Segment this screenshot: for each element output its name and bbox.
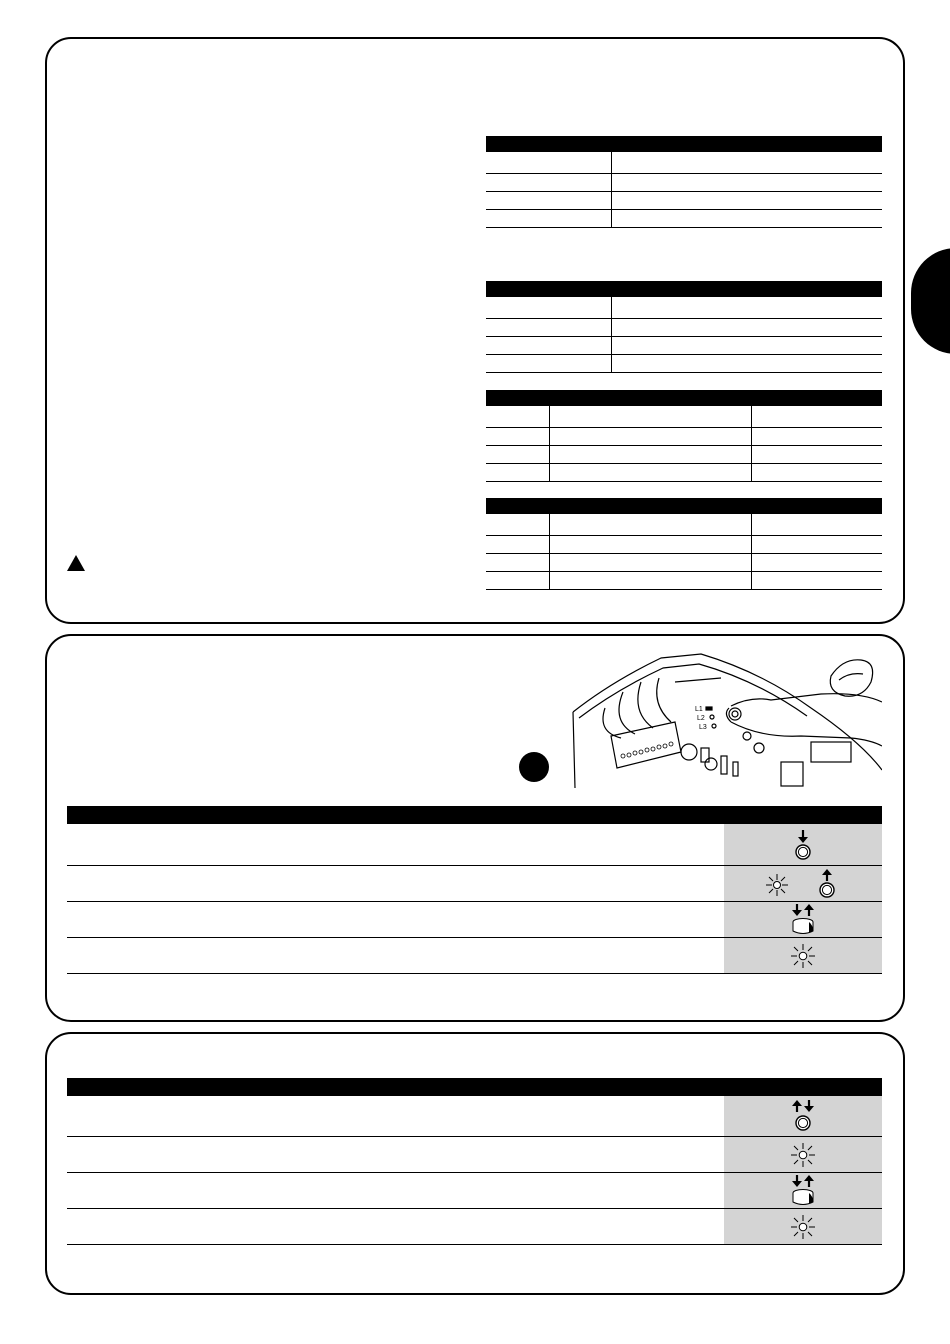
table-row (67, 1173, 882, 1209)
table-cell (486, 514, 549, 536)
data-table-4 (486, 498, 882, 590)
table-cell (611, 297, 882, 319)
table-cell (611, 210, 882, 228)
table-cell (549, 514, 751, 536)
table-cell (611, 337, 882, 355)
data-table-3 (486, 390, 882, 482)
table-header (486, 498, 882, 514)
table-header (67, 1078, 882, 1096)
programming-steps-table (67, 806, 882, 974)
step-text (67, 902, 724, 938)
table-cell (486, 297, 611, 319)
table-cell (751, 406, 882, 428)
table-header (486, 136, 882, 152)
led-blink-release-button-icon (755, 868, 851, 900)
table-cell (751, 514, 882, 536)
table-cell (751, 554, 882, 572)
table-cell (486, 406, 549, 428)
table-cell (486, 319, 611, 337)
data-table-1 (486, 136, 882, 228)
table-cell (549, 572, 751, 590)
table-cell (486, 536, 549, 554)
table-header (486, 281, 882, 297)
section-side-tab (911, 248, 950, 354)
led-blink-icon (789, 1141, 817, 1169)
table-cell (549, 536, 751, 554)
svg-text:L1: L1 (695, 706, 703, 713)
table-cell (549, 554, 751, 572)
table-header (67, 806, 882, 824)
table-cell (486, 355, 611, 373)
data-table-2 (486, 281, 882, 373)
table-row (67, 866, 882, 902)
table-row (67, 938, 882, 974)
table-cell (549, 464, 751, 482)
table-cell (611, 192, 882, 210)
step-text (67, 1173, 724, 1209)
svg-text:L3: L3 (699, 724, 707, 731)
table-cell (549, 406, 751, 428)
table-cell (611, 174, 882, 192)
step-text (67, 1137, 724, 1173)
table-row (67, 1209, 882, 1245)
step-text (67, 938, 724, 974)
step-text (67, 1096, 724, 1137)
table-cell (611, 355, 882, 373)
table-row (67, 1096, 882, 1137)
table-cell (486, 554, 549, 572)
press-release-button-icon (788, 1099, 818, 1133)
table-cell (611, 319, 882, 337)
table-cell (486, 446, 549, 464)
press-button-icon (791, 829, 815, 861)
led-blink-icon (789, 942, 817, 970)
remote-button-press-release-icon (787, 1174, 819, 1208)
table-cell (486, 572, 549, 590)
table-cell (486, 428, 549, 446)
table-cell (751, 536, 882, 554)
table-cell (486, 210, 611, 228)
table-cell (549, 446, 751, 464)
table-cell (486, 174, 611, 192)
table-cell (751, 572, 882, 590)
step-text (67, 824, 724, 866)
table-row (67, 902, 882, 938)
table-cell (611, 152, 882, 174)
table-header (486, 390, 882, 406)
led-blink-icon (789, 1213, 817, 1241)
table-cell (486, 152, 611, 174)
table-cell (751, 428, 882, 446)
control-board-button-diagram (571, 652, 882, 790)
figure-number-badge (519, 752, 549, 782)
step-text (67, 866, 724, 902)
table-cell (549, 428, 751, 446)
step-text (67, 1209, 724, 1245)
table-cell (751, 464, 882, 482)
table-cell (486, 337, 611, 355)
warning-triangle-icon (67, 555, 85, 571)
deletion-steps-table (67, 1078, 882, 1245)
table-cell (751, 446, 882, 464)
table-row (67, 1137, 882, 1173)
remote-button-press-release-icon (787, 903, 819, 937)
svg-text:L2: L2 (697, 715, 705, 722)
table-row (67, 824, 882, 866)
table-cell (486, 464, 549, 482)
table-cell (486, 192, 611, 210)
